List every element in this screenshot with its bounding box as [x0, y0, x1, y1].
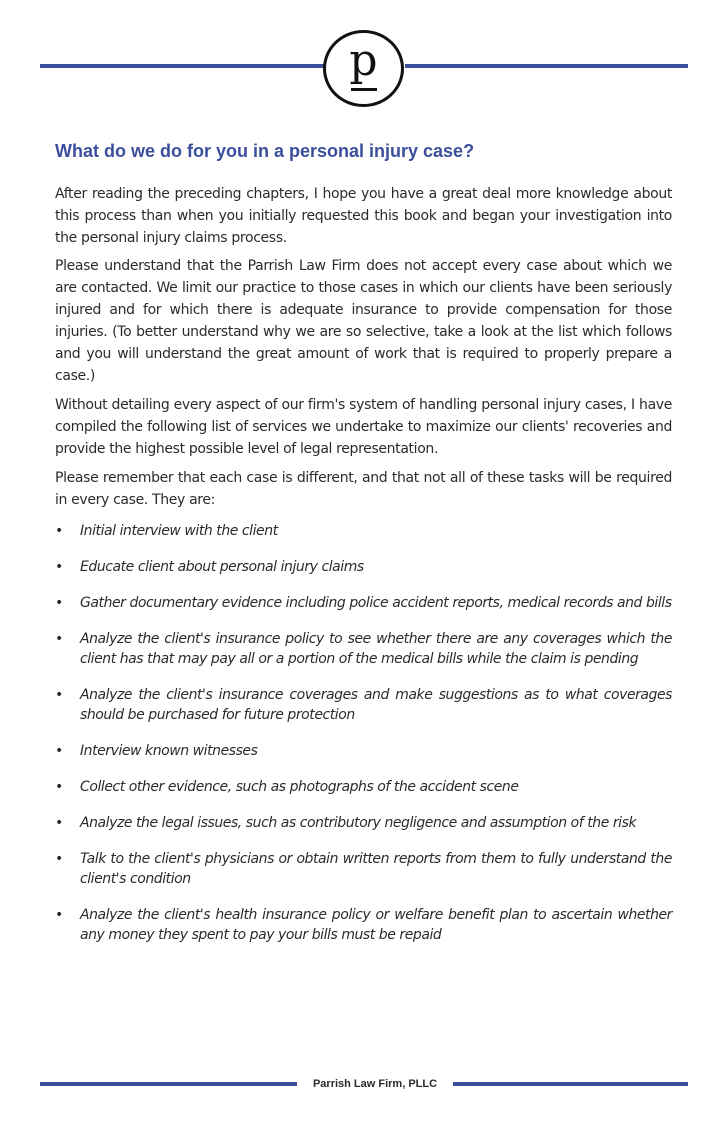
list-item-text: Talk to the client's physicians or obtain written reports from them to fully understand the client's condition [80, 851, 672, 887]
paragraph-intro: After reading the preceding chapters, I hope you have a great deal more knowledge about this process than when you initially requested this book and began your investigation into the personal injury claims process. [55, 186, 672, 246]
logo-letter: p [349, 35, 378, 86]
list-item-text: Analyze the legal issues, such as contributory negligence and assumption of the risk [80, 815, 637, 831]
list-item-text: Initial interview with the client [80, 523, 278, 539]
list-item [55, 629, 672, 669]
logo-underline [351, 88, 377, 91]
list-item [55, 557, 672, 577]
bullet-icon: • [55, 815, 63, 831]
list-item [55, 593, 672, 613]
paragraph-case-selection: Please understand that the Parrish Law Firm does not accept every case about which we are contacted. We limit our practice to those cases in which our clients have been seriously injured and for which there is adequate insurance to provide compensation for those injuries. (To better understand why we are so selective, take a look at the list which follows and you will understand the great amount of work that is required to properly prepare a case.) [55, 258, 672, 384]
bullet-icon: • [55, 743, 63, 759]
list-item [55, 905, 672, 945]
list-item [55, 777, 672, 797]
footer-rule-left [40, 1082, 297, 1086]
document-body [55, 183, 672, 961]
list-item-text: Analyze the client's insurance coverages and make suggestions as to what coverages should be purchased for future protection [80, 687, 672, 723]
list-item [55, 685, 672, 725]
header-rule-right [405, 64, 688, 68]
services-list [55, 521, 672, 945]
footer-firm-name: Parrish Law Firm, PLLC [312, 1078, 438, 1090]
footer-rule-right [453, 1082, 688, 1086]
list-item [55, 521, 672, 541]
paragraph-disclaimer: Please remember that each case is different, and that not all of these tasks will be required in every case. They are: [55, 470, 672, 508]
list-item [55, 741, 672, 761]
bullet-icon: • [55, 523, 63, 539]
header-rule-left [40, 64, 325, 68]
bullet-icon: • [55, 851, 63, 867]
page-header [0, 0, 728, 110]
section-title: What do we do for you in a personal injury case? [55, 141, 475, 161]
bullet-icon: • [55, 631, 63, 647]
bullet-icon: • [55, 779, 63, 795]
list-item [55, 849, 672, 889]
list-item-text: Interview known witnesses [80, 743, 258, 759]
bullet-icon: • [55, 687, 63, 703]
bullet-icon: • [55, 907, 63, 923]
firm-logo-icon [323, 30, 404, 107]
list-item-text: Analyze the client's health insurance policy or welfare benefit plan to ascertain whether any money they spent to pay your bills must be repaid [80, 907, 672, 943]
bullet-icon: • [55, 559, 63, 575]
list-item [55, 813, 672, 833]
paragraph-services-overview: Without detailing every aspect of our firm's system of handling personal injury cases, I have compiled the following list of services we undertake to maximize our clients' recoveries and provide the highest possible level of legal representation. [55, 397, 672, 457]
list-item-text: Gather documentary evidence including police accident reports, medical records and bills [80, 595, 672, 611]
list-item-text: Analyze the client's insurance policy to see whether there are any coverages which the client has that may pay all or a portion of the medical bills while the claim is pending [80, 631, 672, 667]
bullet-icon: • [55, 595, 63, 611]
list-item-text: Collect other evidence, such as photographs of the accident scene [80, 779, 519, 795]
list-item-text: Educate client about personal injury claims [80, 559, 364, 575]
